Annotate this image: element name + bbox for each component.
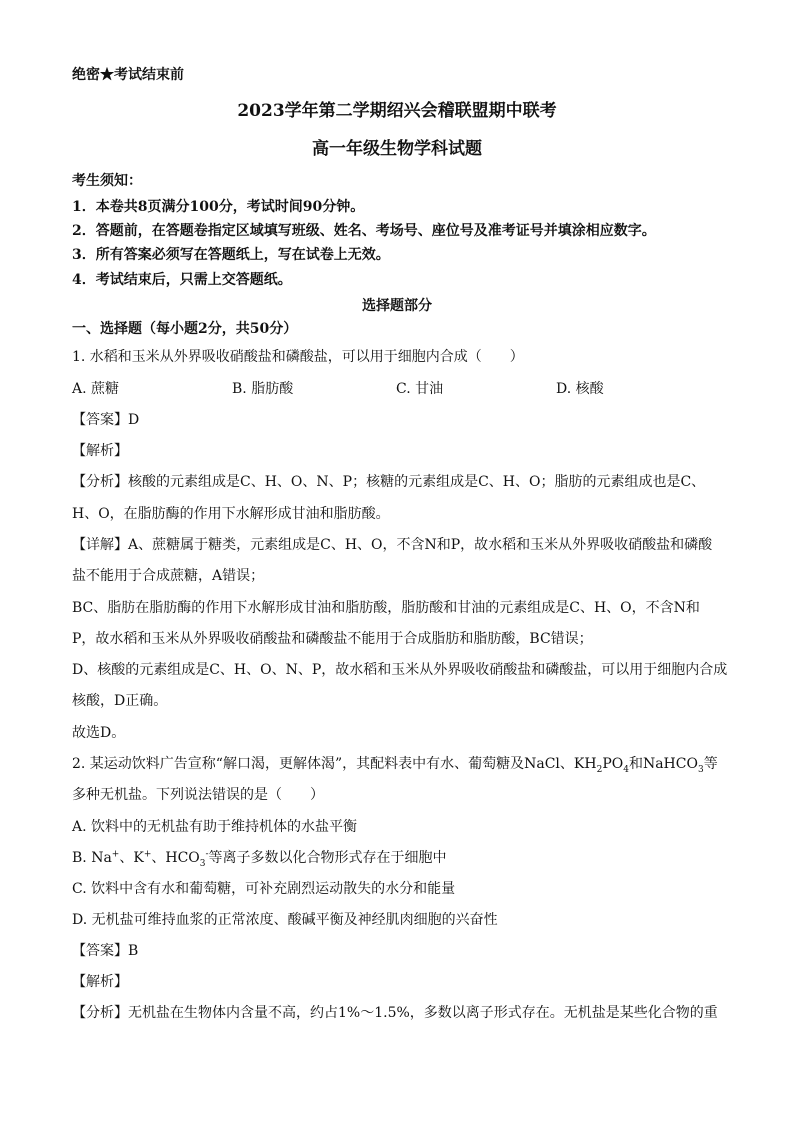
question-1-detail-line: D、核酸的元素组成是C、H、O、N、P，故水稻和玉米从外界吸收硝酸盐和磷酸盐，可以用于细胞内合成 <box>72 662 728 678</box>
question-1-option-b: B. 脂肪酸 <box>232 381 294 397</box>
question-1-analysis-line: 【分析】核酸的元素组成是C、H、O、N、P；核糖的元素组成是C、H、O；脂肪的元素组成也是C、 <box>72 474 706 490</box>
notice-item: 3．所有答案必须写在答题纸上，写在试卷上无效。 <box>72 247 390 263</box>
question-2-option-d: D. 无机盐可维持血浆的正常浓度、酸碱平衡及神经肌肉细胞的兴奋性 <box>72 912 498 928</box>
question-2-analysis-label: 【解析】 <box>72 974 128 990</box>
notice-item: 2．答题前，在答题卷指定区域填写班级、姓名、考场号、座位号及准考证号并填涂相应数字。 <box>72 223 656 239</box>
question-1-option-a: A. 蔗糖 <box>72 381 120 397</box>
question-1-conclusion: 故选D。 <box>72 725 126 741</box>
part-title: 选择题部分 <box>362 298 432 314</box>
section-heading: 一、选择题（每小题2分，共50分） <box>72 321 298 337</box>
question-1-answer: 【答案】D <box>72 412 140 428</box>
notice-heading: 考生须知： <box>72 173 142 189</box>
question-1-analysis-line: H、O，在脂肪酶的作用下水解形成甘油和脂肪酸。 <box>72 506 390 522</box>
question-2-stem-line-2: 多种无机盐。下列说法错误的是（ ） <box>72 787 324 803</box>
question-2-option-c: C. 饮料中含有水和葡萄糖，可补充剧烈运动散失的水分和能量 <box>72 881 456 897</box>
question-1-stem: 1. 水稻和玉米从外界吸收硝酸盐和磷酸盐，可以用于细胞内合成（ ） <box>72 349 524 365</box>
question-2-answer: 【答案】B <box>72 943 139 959</box>
question-2-option-b: B. Na+、K+、$HCO_3^-$等离子多数以化合物形式存在于细胞中 <box>72 849 447 869</box>
exam-subtitle: 高一年级生物学科试题 <box>312 139 482 159</box>
question-2-option-a: A. 饮料中的无机盐有助于维持机体的水盐平衡 <box>72 819 358 835</box>
question-1-detail-line: 核酸，D正确。 <box>72 693 168 709</box>
question-1-option-d: D. 核酸 <box>556 381 604 397</box>
question-2-stem-line-1: 2. 某运动饮料广告宣称“解口渴，更解体渴”，其配料表中有水、葡萄糖及NaCl、$KH_2PO_4$和NaHCO$_3$等 <box>72 756 718 775</box>
notice-item: 1．本卷共8页满分100分，考试时间90分钟。 <box>72 199 365 215</box>
question-1-detail-line: 盐不能用于合成蔗糖，A错误； <box>72 568 265 584</box>
question-1-detail-line: 【详解】A、蔗糖属于糖类，元素组成是C、H、O，不含N和P，故水稻和玉米从外界吸收硝酸盐和磷酸 <box>72 537 713 553</box>
question-1-detail-line: P，故水稻和玉米从外界吸收硝酸盐和磷酸盐不能用于合成脂肪和脂肪酸，BC错误； <box>72 631 593 647</box>
question-2-analysis-line: 【分析】无机盐在生物体内含量不高，约占1%～1.5%，多数以离子形式存在。无机盐是某些化合物的重 <box>72 1005 718 1021</box>
notice-item: 4．考试结束后，只需上交答题纸。 <box>72 272 292 288</box>
question-1-option-c: C. 甘油 <box>396 381 444 397</box>
exam-title: 2023学年第二学期绍兴会稽联盟期中联考 <box>237 101 557 121</box>
question-1-detail-line: BC、脂肪在脂肪酶的作用下水解形成甘油和脂肪酸，脂肪酸和甘油的元素组成是C、H、O，不含N和 <box>72 600 700 616</box>
secret-mark: 绝密★考试结束前 <box>72 67 184 83</box>
question-1-analysis-label: 【解析】 <box>72 443 128 459</box>
